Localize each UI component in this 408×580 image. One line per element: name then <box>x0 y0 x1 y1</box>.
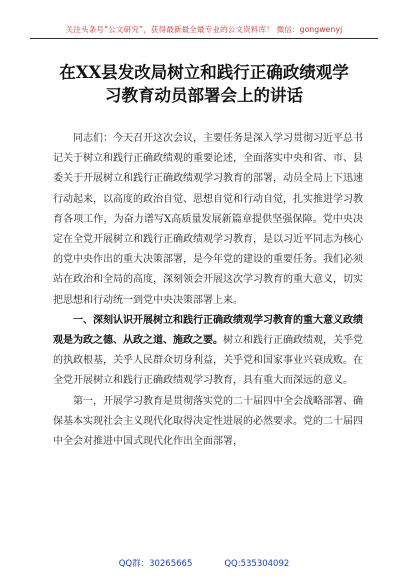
footer-contact <box>0 557 408 569</box>
title-line-1: 在XX县发改局树立和践行正确政绩观学 <box>59 63 349 82</box>
title-line-2: 习教育动员部署会上的讲话 <box>105 86 303 105</box>
document-body <box>53 129 363 452</box>
document-title <box>40 61 368 107</box>
header-divider <box>30 38 378 39</box>
header-notice: 关注头条号“公文研究”，获得最新最全最专业的公文资料库！ 微信：gongwenyj <box>65 25 343 34</box>
footer-qq: QQ:535304092 <box>224 559 290 569</box>
paragraph-section-one-text: 树立和践行正确政绩观，关乎党的执政根基，关乎人民群众切身利益，关乎党和国家事业兴衰成败。在全党开展树立和践行正确政绩观学习教育，具有重大而深远的意义。 <box>53 335 363 387</box>
footer-qq-group: QQ群：30265665 <box>118 559 193 569</box>
paragraph-point-one: 第一，开展学习教育是贯彻落实党的二十届四中全会战略部署、确保基本实现社会主义现代化取得决定性进展的必然要求。党的二十届四中全会对推进中国式现代化作出全面部署， <box>53 395 363 448</box>
paragraph-opening: 同志们：今天召开这次会议，主要任务是深入学习贯彻习近平总书记关于树立和践行正确政绩观的重要论述，全面落实中央和省、市、县委关于开展树立和践行正确政绩观学习教育的部署，动员全局上下迅速行动起来，以高度的政治自觉、思想自觉和行动自觉，扎实推进学习教育各项工作，为奋力谱写X高质量发展新篇章提供坚强保障。党中央决定在全党开展树立和践行正确政绩观学习教育，是以习近平同志为核心的党中央作出的重大决策部署，是今年党的建设的重要任务。我们必须站在政治和全局的高度，深刻领会开展这次学习教育的重大意义，切实把思想和行动统一到党中央决策部署上来。 <box>53 133 363 306</box>
paragraph-section-one <box>53 311 363 392</box>
section-heading-one: 一、深刻认识开展树立和践行正确政绩观学习教育的重大意义政绩观是为政之德、从政之道、施政之要。 <box>53 314 363 347</box>
